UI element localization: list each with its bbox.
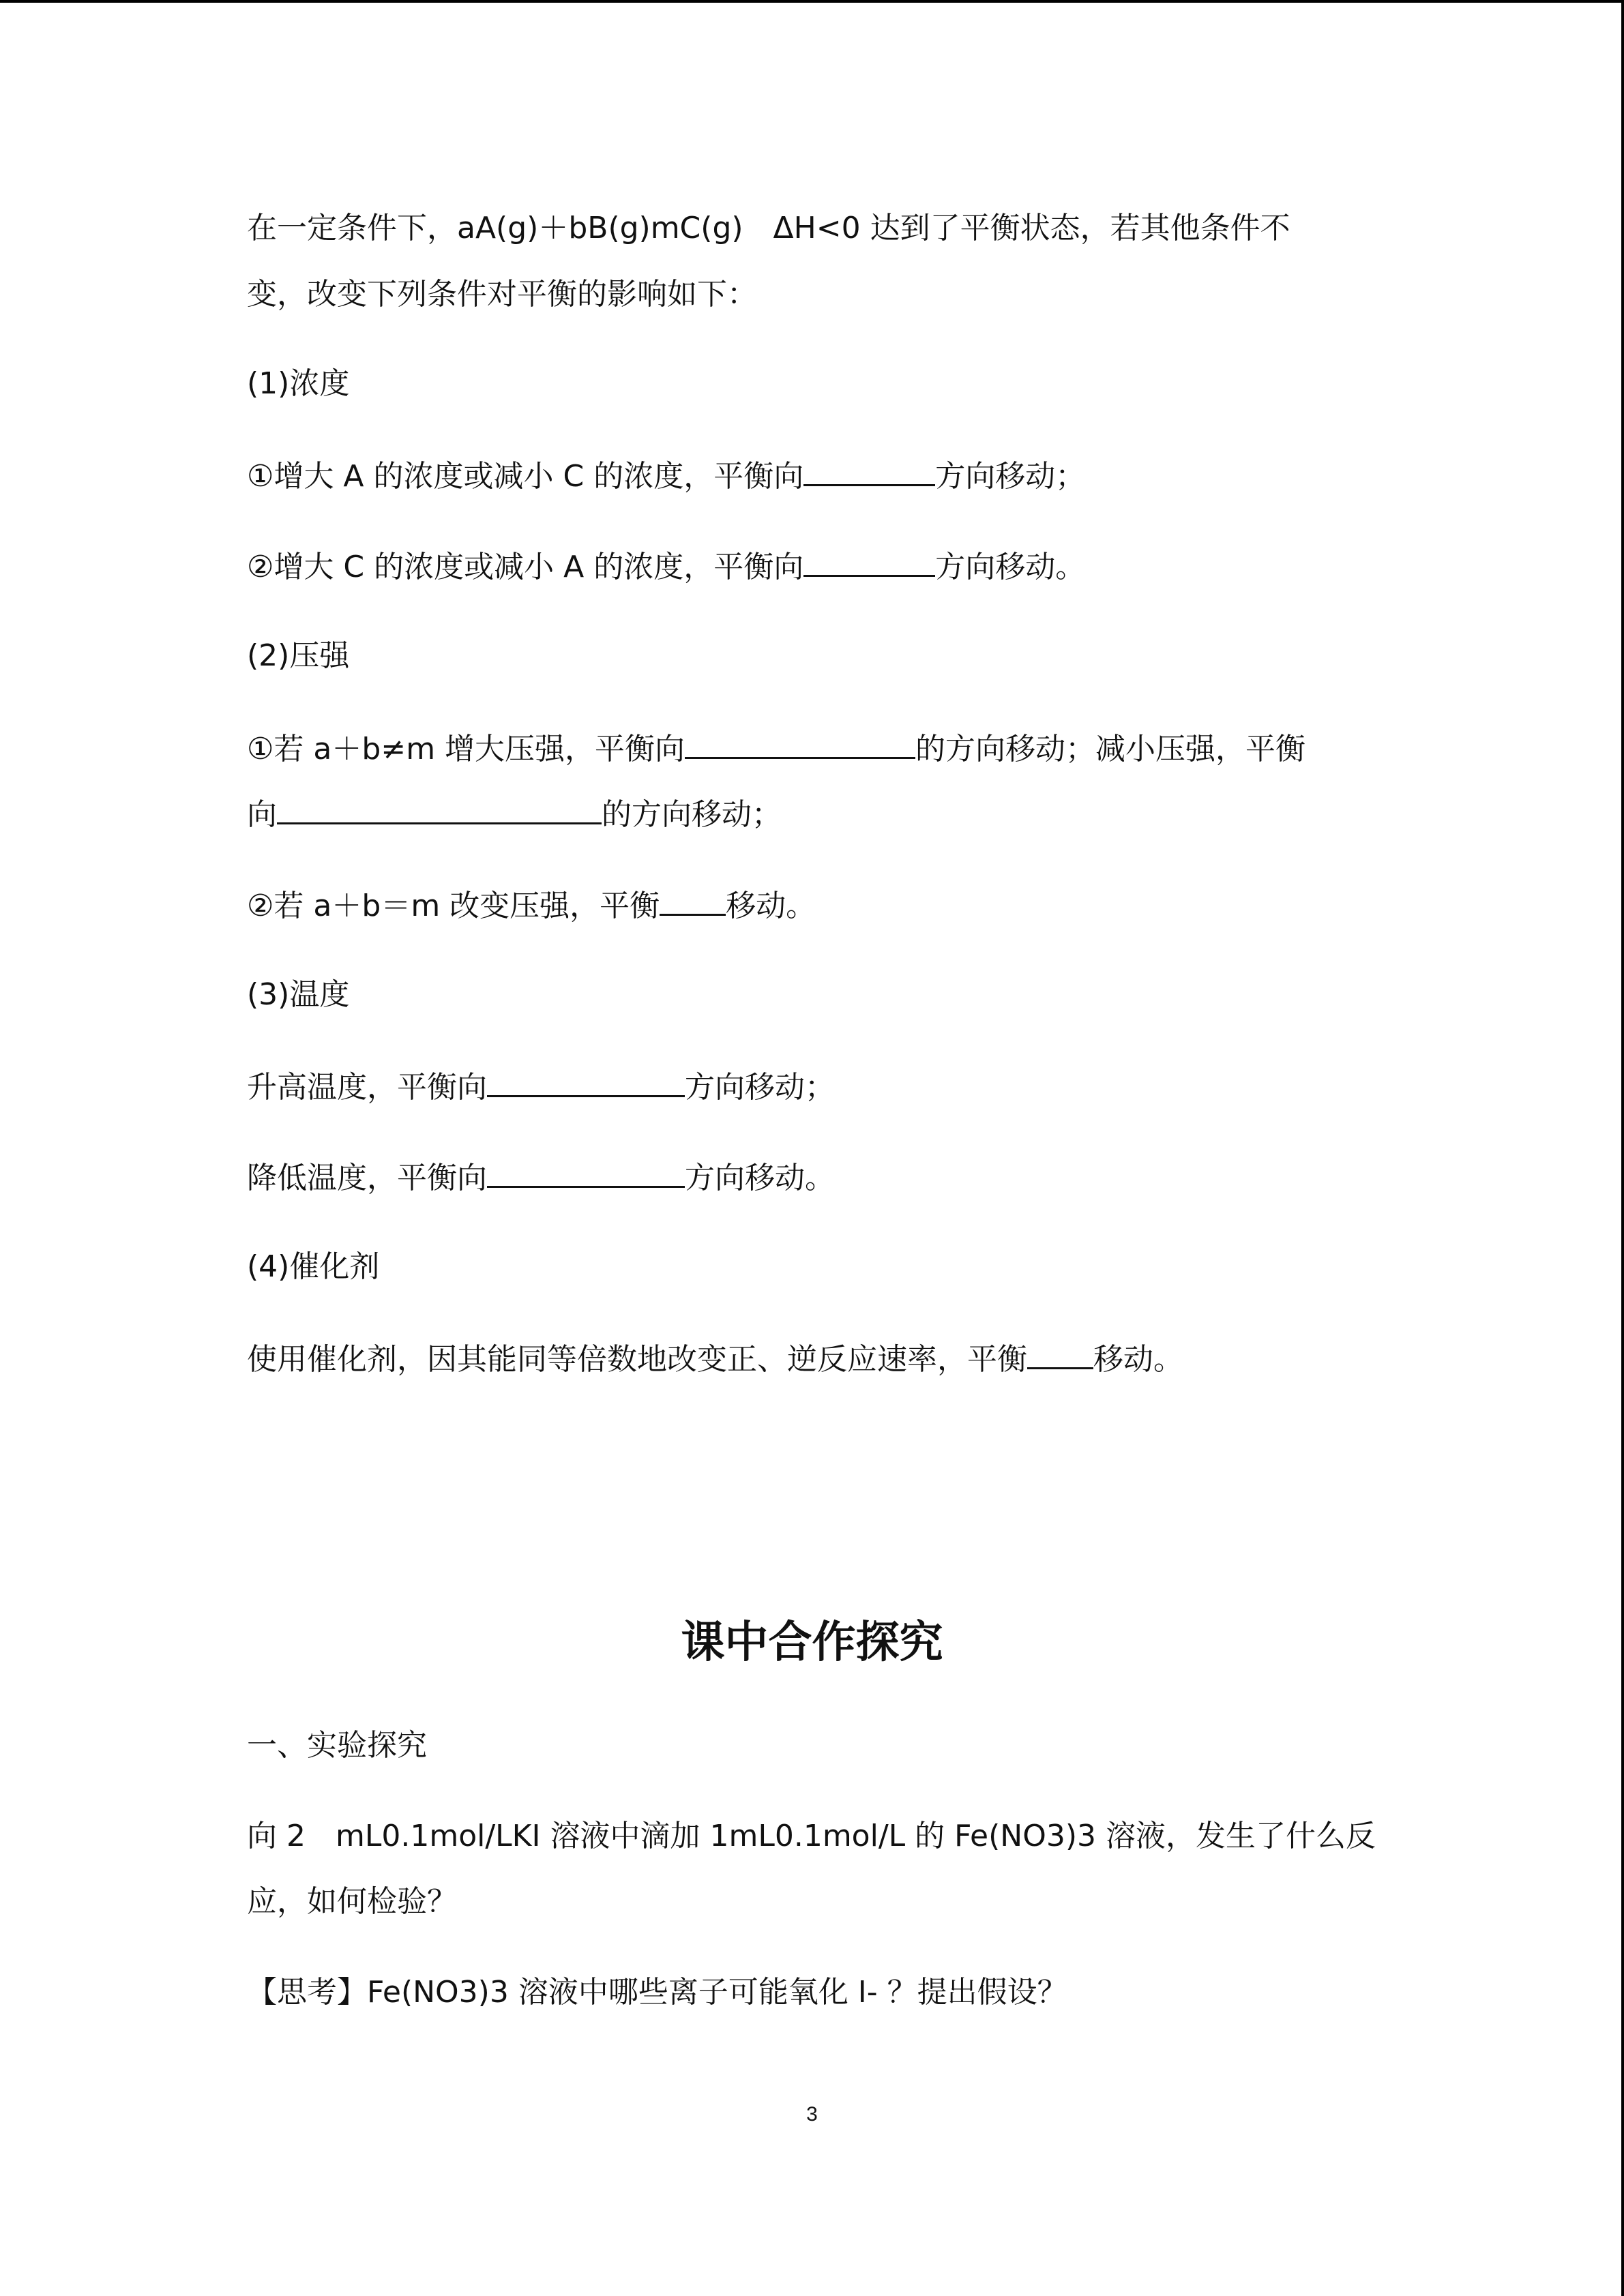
concentration-item-1-suffix: 方向移动；	[935, 459, 1086, 494]
page-right-border	[1621, 0, 1624, 2296]
answer-blank[interactable]	[277, 798, 602, 824]
concentration-item-1	[247, 460, 1085, 492]
catalyst-heading	[247, 1249, 380, 1284]
pressure-item-2-suffix: 移动。	[726, 889, 816, 923]
intro-line-2	[247, 277, 757, 312]
catalyst-item-1-suffix: 移动。	[1093, 1342, 1183, 1377]
catalyst-heading-text: (4)催化剂	[247, 1249, 380, 1284]
temperature-item-2-suffix: 方向移动。	[685, 1161, 835, 1195]
experiment-question-line-1	[247, 1821, 1376, 1851]
pressure-heading	[247, 638, 350, 673]
answer-blank[interactable]	[660, 889, 726, 916]
concentration-item-2-text: ②增大 C 的浓度或减小 A 的浓度，平衡向	[247, 550, 804, 584]
pressure-item-1-cont	[247, 798, 782, 830]
concentration-heading	[247, 366, 350, 401]
think-prompt-text: 【思考】Fe(NO3)3 溶液中哪些离子可能氧化 I- ？提出假设？	[247, 1975, 1067, 2010]
experiment-question-text-1: 向 2 mL0.1mol/LKI 溶液中滴加 1mL0.1mol/L 的 Fe(NO3)3 溶液，发生了什么反	[247, 1819, 1376, 1853]
pressure-item-2	[247, 889, 816, 921]
pressure-item-2-text: ②若 a＋b＝m 改变压强，平衡	[247, 889, 660, 923]
answer-blank[interactable]	[803, 550, 935, 577]
section-title: 课中合作探究	[681, 1617, 943, 1668]
experiment-question-line-2	[247, 1884, 457, 1919]
experiment-question-text-2: 应，如何检验？	[247, 1884, 457, 1919]
pressure-item-1-cont-prefix: 向	[247, 797, 277, 832]
catalyst-item-1	[247, 1343, 1183, 1375]
intro-text-1: 在一定条件下，aA(g)＋bB(g)mC(g) ΔH<0 达到了平衡状态，若其他条件不	[247, 211, 1290, 245]
concentration-item-1-text: ①增大 A 的浓度或减小 C 的浓度，平衡向	[247, 459, 804, 494]
intro-line-1	[247, 213, 1290, 243]
answer-blank[interactable]	[685, 732, 915, 759]
temperature-heading-text: (3)温度	[247, 977, 350, 1012]
concentration-item-2	[247, 550, 1085, 582]
answer-blank[interactable]	[803, 460, 935, 486]
pressure-item-1-cont-suffix: 的方向移动；	[602, 797, 782, 832]
experiment-subheading	[247, 1728, 427, 1763]
answer-blank[interactable]	[487, 1071, 685, 1097]
answer-blank[interactable]	[487, 1161, 685, 1188]
intro-text-2: 变，改变下列条件对平衡的影响如下：	[247, 277, 757, 312]
pressure-heading-text: (2)压强	[247, 638, 350, 673]
page-number: 3	[806, 2103, 818, 2126]
temperature-item-1-suffix: 方向移动；	[685, 1070, 835, 1105]
answer-blank[interactable]	[1027, 1343, 1093, 1369]
temperature-item-1	[247, 1071, 835, 1103]
concentration-heading-text: (1)浓度	[247, 366, 350, 401]
pressure-item-1-text: ①若 a＋b≠m 增大压强，平衡向	[247, 732, 685, 766]
temperature-item-1-text: 升高温度，平衡向	[247, 1070, 487, 1105]
catalyst-item-1-text: 使用催化剂，因其能同等倍数地改变正、逆反应速率，平衡	[247, 1342, 1027, 1377]
temperature-item-2-text: 降低温度，平衡向	[247, 1161, 487, 1195]
page-top-border	[0, 0, 1624, 3]
think-prompt	[247, 1975, 1067, 2010]
temperature-heading	[247, 977, 350, 1012]
concentration-item-2-suffix: 方向移动。	[935, 550, 1086, 584]
temperature-item-2	[247, 1161, 835, 1193]
pressure-item-1	[247, 732, 1305, 764]
experiment-subheading-text: 一、实验探究	[247, 1728, 427, 1763]
pressure-item-1-middle: 的方向移动；减小压强，平衡	[915, 732, 1306, 766]
